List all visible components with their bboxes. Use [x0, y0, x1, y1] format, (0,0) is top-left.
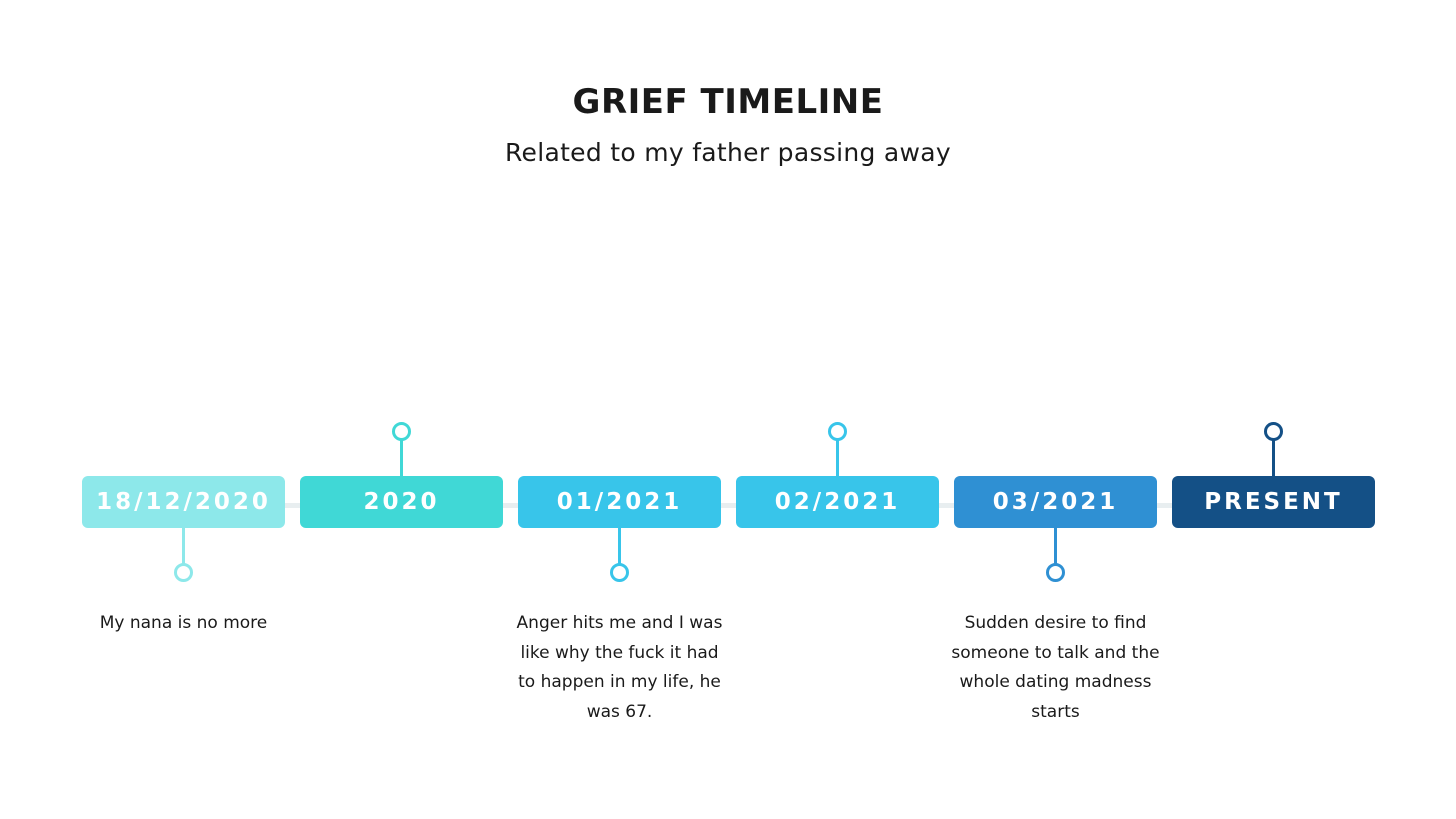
event-date-box: 18/12/2020	[82, 476, 285, 528]
event-connector	[182, 528, 185, 565]
event-date-box: PRESENT	[1172, 476, 1375, 528]
page-subtitle: Related to my father passing away	[504, 138, 952, 167]
event-node-circle	[392, 422, 411, 441]
event-connector	[836, 440, 839, 476]
event-date-box: 02/2021	[736, 476, 939, 528]
event-date-box: 2020	[300, 476, 503, 528]
event-date-box: 03/2021	[954, 476, 1157, 528]
event-node-circle	[610, 563, 629, 582]
event-node-circle	[174, 563, 193, 582]
event-node-circle	[1046, 563, 1065, 582]
event-connector	[400, 440, 403, 476]
page-title: GRIEF TIMELINE	[572, 82, 884, 122]
event-connector	[618, 528, 621, 565]
event-description: Anger hits me and I was like why the fuck it had to happen in my life, he was 67.	[516, 613, 723, 723]
event-date-box: 01/2021	[518, 476, 721, 528]
event-description: My nana is no more	[99, 613, 268, 633]
event-description: Sudden desire to find someone to talk and the whole dating madness starts	[951, 613, 1160, 723]
event-connector	[1054, 528, 1057, 565]
event-connector	[1272, 440, 1275, 476]
event-node-circle	[1264, 422, 1283, 441]
event-node-circle	[828, 422, 847, 441]
